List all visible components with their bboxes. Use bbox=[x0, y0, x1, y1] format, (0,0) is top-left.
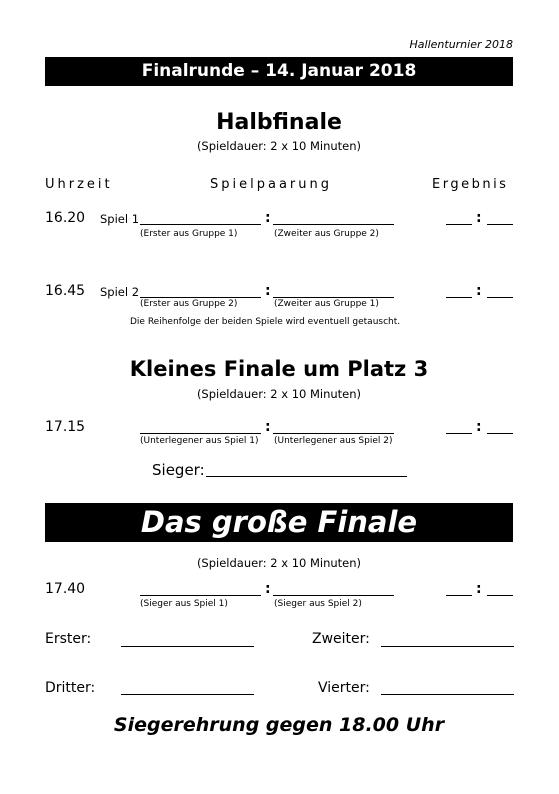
game2-home-caption: (Erster aus Gruppe 2) bbox=[140, 299, 238, 309]
third-place-blank[interactable] bbox=[121, 694, 254, 695]
game4-home-caption: (Sieger aus Spiel 1) bbox=[140, 599, 228, 609]
game1-home-blank[interactable] bbox=[140, 224, 261, 225]
second-place-blank[interactable] bbox=[381, 646, 514, 647]
game4-away-blank[interactable] bbox=[273, 595, 394, 596]
game3-away-blank[interactable] bbox=[273, 433, 394, 434]
game2-score-home-blank[interactable] bbox=[446, 297, 472, 298]
game1-away-caption: (Zweiter aus Gruppe 2) bbox=[274, 229, 379, 239]
kleines-finale-title: Kleines Finale um Platz 3 bbox=[129, 357, 429, 381]
column-time: Uhrzeit bbox=[45, 177, 113, 192]
game2-away-blank[interactable] bbox=[273, 297, 394, 298]
game3-colon: : bbox=[265, 419, 271, 435]
order-note: Die Reihenfolge der beiden Spiele wird eventuell getauscht. bbox=[130, 317, 401, 327]
game4-away-caption: (Sieger aus Spiel 2) bbox=[274, 599, 362, 609]
game3-score-home-blank[interactable] bbox=[446, 433, 472, 434]
game3-score-colon: : bbox=[476, 419, 482, 435]
kleines-finale-duration: (Spieldauer: 2 x 10 Minuten) bbox=[196, 387, 362, 401]
fourth-place-label: Vierter: bbox=[318, 680, 370, 696]
game4-score-colon: : bbox=[476, 581, 482, 597]
game2-colon: : bbox=[265, 283, 271, 299]
game2-time: 16.45 bbox=[45, 283, 86, 299]
game2-home-blank[interactable] bbox=[140, 297, 261, 298]
game3-away-caption: (Unterlegener aus Spiel 2) bbox=[274, 436, 393, 446]
game3-score-away-blank[interactable] bbox=[487, 433, 513, 434]
game1-away-blank[interactable] bbox=[273, 224, 394, 225]
banner-text: Finalrunde – 14. Januar 2018 bbox=[141, 61, 417, 81]
game2-score-away-blank[interactable] bbox=[487, 297, 513, 298]
game4-time: 17.40 bbox=[45, 581, 86, 597]
first-place-blank[interactable] bbox=[121, 646, 254, 647]
halbfinale-duration: (Spieldauer: 2 x 10 Minuten) bbox=[196, 139, 362, 153]
banner-date bbox=[45, 57, 513, 86]
ceremony-note: Siegerehrung gegen 18.00 Uhr bbox=[113, 714, 445, 736]
game1-score-away-blank[interactable] bbox=[487, 224, 513, 225]
game4-score-away-blank[interactable] bbox=[487, 595, 513, 596]
corner-title: Hallenturnier 2018 bbox=[409, 38, 513, 51]
winner-blank[interactable] bbox=[206, 476, 407, 477]
game3-time: 17.15 bbox=[45, 419, 86, 435]
halbfinale-title: Halbfinale bbox=[216, 110, 342, 135]
first-place-label: Erster: bbox=[45, 631, 92, 647]
game1-score-home-blank[interactable] bbox=[446, 224, 472, 225]
fourth-place-blank[interactable] bbox=[381, 694, 514, 695]
game1-label: Spiel 1 bbox=[100, 212, 140, 226]
game3-home-caption: (Unterlegener aus Spiel 1) bbox=[140, 436, 259, 446]
game4-home-blank[interactable] bbox=[140, 595, 261, 596]
game4-colon: : bbox=[265, 581, 271, 597]
third-place-label: Dritter: bbox=[45, 680, 96, 696]
game1-time: 16.20 bbox=[45, 210, 86, 226]
game2-away-caption: (Zweiter aus Gruppe 1) bbox=[274, 299, 379, 309]
winner-label: Sieger: bbox=[152, 461, 205, 479]
column-pairing: Spielpaarung bbox=[210, 177, 332, 192]
game1-colon: : bbox=[265, 210, 271, 226]
grosses-finale-duration: (Spieldauer: 2 x 10 Minuten) bbox=[196, 556, 362, 570]
game1-home-caption: (Erster aus Gruppe 1) bbox=[140, 229, 238, 239]
game1-score-colon: : bbox=[476, 210, 482, 226]
column-result: Ergebnis bbox=[432, 177, 509, 192]
game4-score-home-blank[interactable] bbox=[446, 595, 472, 596]
grosses-finale-banner bbox=[45, 503, 513, 542]
game3-home-blank[interactable] bbox=[140, 433, 261, 434]
game2-label: Spiel 2 bbox=[100, 285, 140, 299]
game2-score-colon: : bbox=[476, 283, 482, 299]
grosses-finale-title: Das große Finale bbox=[140, 505, 418, 539]
second-place-label: Zweiter: bbox=[312, 631, 370, 647]
